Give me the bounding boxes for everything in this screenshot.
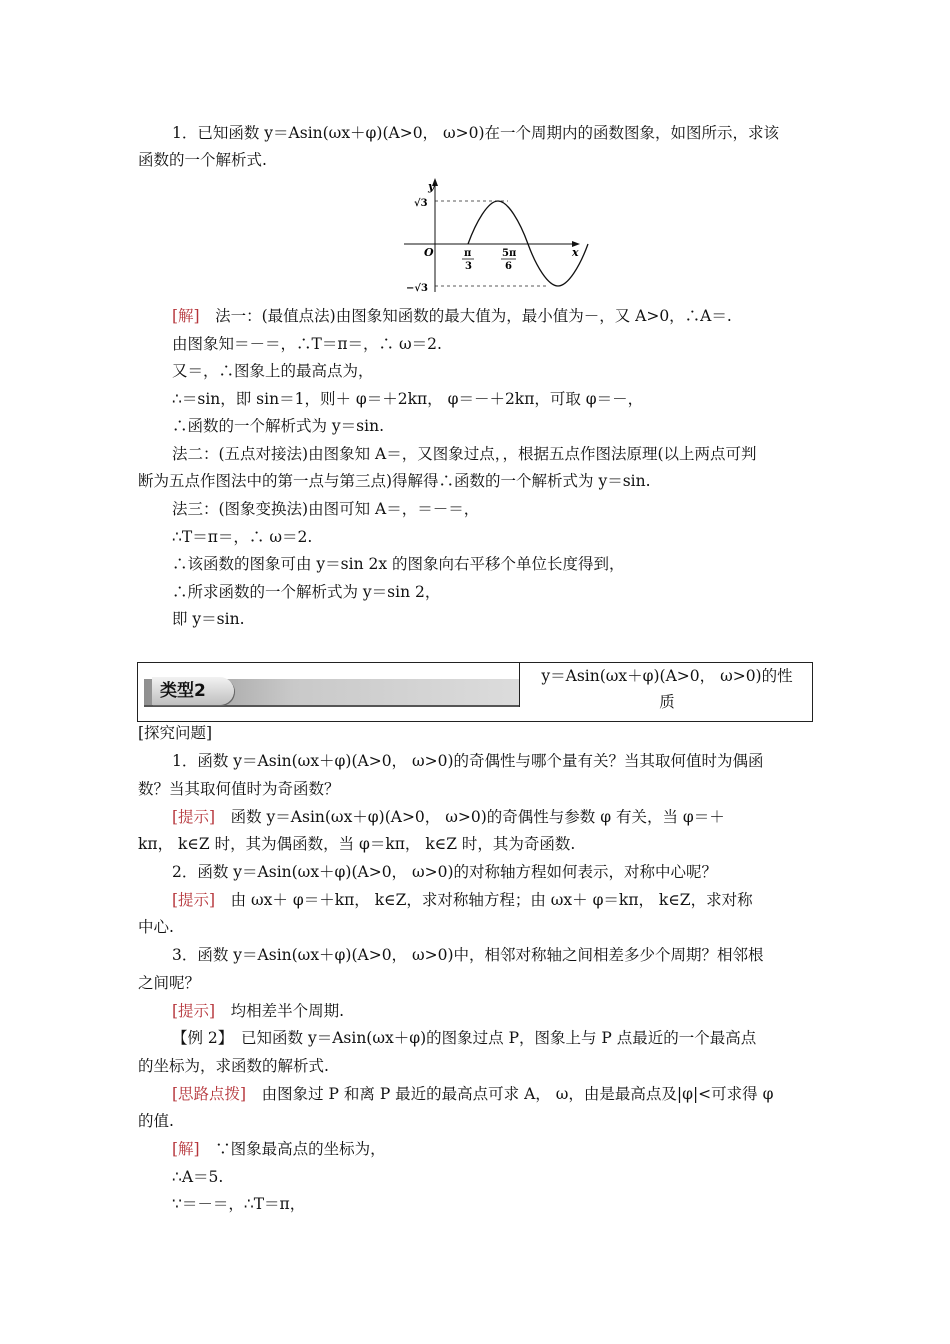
solution-tag: [解] (172, 1140, 200, 1158)
solution-text: ∵图象最高点的坐标为， (199, 1140, 386, 1158)
example-2-line1: 【例 2】 已知函数 y＝Asin(ωx＋φ)的图象过点 P，图象上与 P 点最近的一个最高点 (172, 1029, 757, 1047)
problem-1-line1: 1．已知函数 y＝Asin(ωx＋φ)(A>0， ω>0)在一个周期内的函数图象，如图所示，求该 (172, 124, 780, 142)
hint-1-line2: kπ， k∈Z 时，其为偶函数，当 φ＝kπ， k∈Z 时，其为奇函数. (138, 835, 576, 853)
method2-line1: 法二：(五点对接法)由图象知 A＝，又图象过点，，根据五点作图法原理(以上两点可判 (172, 445, 757, 463)
example-solution-line2: ∴A＝5. (172, 1168, 224, 1186)
question-3-line1: 3．函数 y＝Asin(ωx＋φ)(A>0， ω>0)中，相邻对称轴之间相差多少个周期？相邻根 (172, 946, 764, 964)
type-title-line2: 质 (659, 693, 675, 711)
method3-line4: ∴所求函数的一个解析式为 y＝sin 2， (172, 583, 441, 601)
ymax-label: √3 (414, 198, 428, 209)
solution-line5: ∴函数的一个解析式为 y＝sin. (172, 417, 385, 435)
type-title-line1: y＝Asin(ωx＋φ)(A>0， ω>0)的性 (541, 667, 793, 685)
method3-line5: 即 y＝sin. (172, 610, 245, 628)
explore-heading: [探究问题] (138, 724, 213, 742)
hint-2-line1 (172, 887, 753, 913)
origin-label: O (424, 246, 434, 259)
approach-tag: [思路点拨] (172, 1085, 247, 1103)
problem-1-line2: 函数的一个解析式. (138, 151, 267, 169)
type-badge: 类型2 (152, 677, 234, 705)
example-solution-line1 (172, 1136, 386, 1162)
approach-text: 由图象过 P 和离 P 最近的最高点可求 A， ω，由是最高点及|φ|<可求得 φ (246, 1085, 774, 1103)
hint-tag: [提示] (172, 808, 216, 826)
solution-line3: 又＝，∴图象上的最高点为， (172, 362, 374, 380)
method3-line3: ∴该函数的图象可由 y＝sin 2x 的图象向右平移个单位长度得到， (172, 555, 625, 573)
tick-pi3-den: 3 (465, 261, 472, 272)
question-1-line1: 1．函数 y＝Asin(ωx＋φ)(A>0， ω>0)的奇偶性与哪个量有关？当其取何值时为偶函 (172, 752, 764, 770)
approach-line1 (172, 1081, 773, 1107)
hint-tag: [提示] (172, 1002, 216, 1020)
question-3-line2: 之间呢？ (138, 974, 201, 992)
hint-1-line1 (172, 804, 725, 830)
ymin-label: −√3 (406, 283, 428, 294)
solution-tag: [解] (172, 307, 200, 325)
x-axis-label: x (572, 246, 579, 259)
solution-line2: 由图象知＝－＝，∴T＝π＝，∴ ω＝2. (172, 335, 442, 353)
solution-line1 (172, 303, 732, 329)
tick-5pi6-num: 5π (502, 248, 517, 259)
solution-line4: ∴＝sin，即 sin＝1，则＋ φ＝＋2kπ， φ＝－＋2kπ，可取 φ＝－， (172, 390, 644, 408)
hint-3 (172, 998, 344, 1024)
method2-line2: 断为五点作图法中的第一点与第三点)得解得∴函数的一个解析式为 y＝sin. (138, 472, 651, 490)
sine-graph (404, 176, 594, 300)
tick-pi3-num: π (464, 248, 472, 259)
solution-text: 法一：(最值点法)由图象知函数的最大值为，最小值为－，又 A>0，∴A＝. (199, 307, 732, 325)
method3-line1: 法三：(图象变换法)由图可知 A＝，＝－＝， (172, 500, 480, 518)
hint-text: 函数 y＝Asin(ωx＋φ)(A>0， ω>0)的奇偶性与参数 φ 有关，当 φ＝＋ (215, 808, 725, 826)
hint-text: 均相差半个周期. (215, 1002, 345, 1020)
type-2-header (137, 662, 813, 722)
hint-2-line2: 中心. (138, 918, 174, 936)
example-solution-line3: ∵＝－＝，∴T＝π， (172, 1195, 306, 1213)
example-2-line2: 的坐标为，求函数的解析式. (138, 1057, 329, 1075)
y-axis-label: y (428, 180, 435, 193)
tick-5pi6-den: 6 (505, 261, 512, 272)
type-title (520, 663, 814, 715)
approach-line2: 的值. (138, 1112, 174, 1130)
question-1-line2: 数？当其取何值时为奇函数？ (138, 780, 340, 798)
hint-text: 由 ωx＋ φ＝＋kπ， k∈Z，求对称轴方程；由 ωx＋ φ＝kπ， k∈Z，求对称 (215, 891, 753, 909)
hint-tag: [提示] (172, 891, 216, 909)
method3-line2: ∴T＝π＝，∴ ω＝2. (172, 528, 313, 546)
question-2: 2．函数 y＝Asin(ωx＋φ)(A>0， ω>0)的对称轴方程如何表示，对称中心呢？ (172, 863, 718, 881)
